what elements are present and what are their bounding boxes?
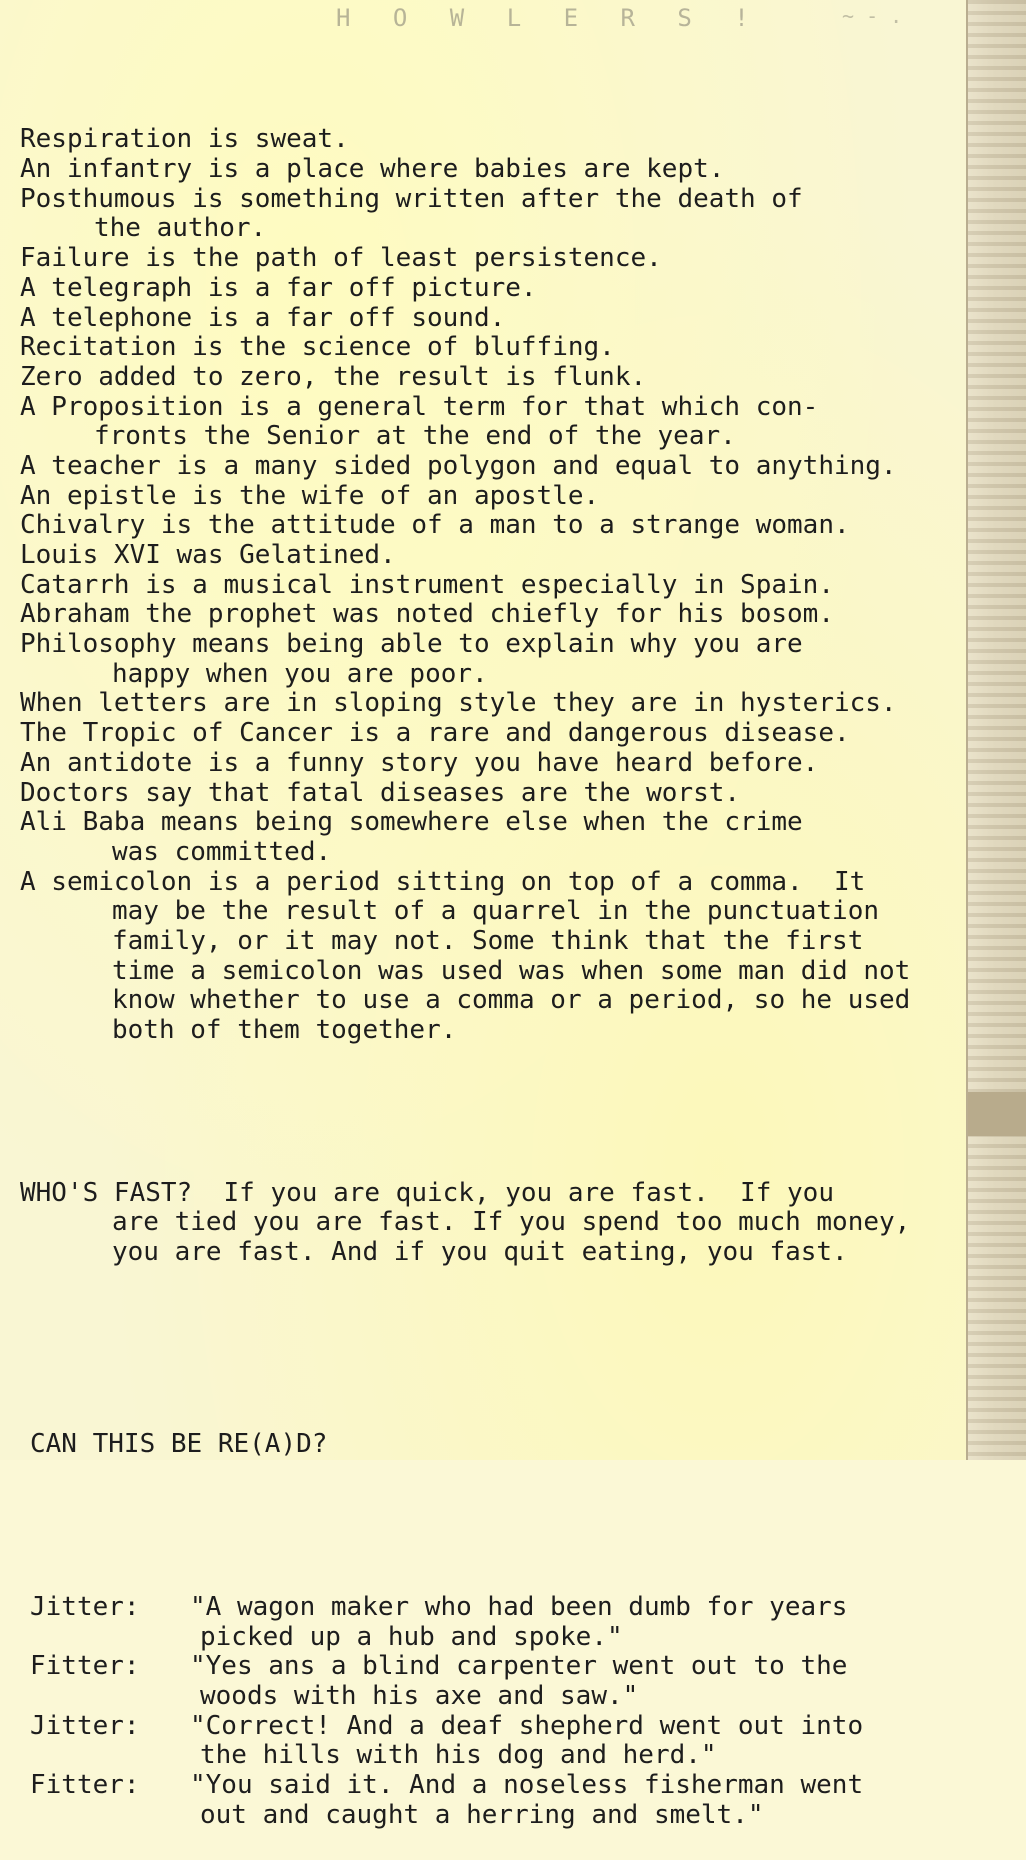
definition-line: the author. — [94, 213, 267, 244]
definition-item — [20, 600, 1010, 630]
definition-line: Recitation is the science of bluffing. — [20, 332, 615, 363]
definition-line: Zero added to zero, the result is flunk. — [20, 361, 647, 392]
definition-item — [20, 511, 1010, 541]
definition-line: Failure is the path of least persistence. — [20, 243, 662, 274]
definition-line: A telephone is a far off sound. — [20, 302, 506, 333]
definition-line: A teacher is a many sided polygon and equal to anything. — [20, 450, 897, 481]
speaker-name: Fitter: — [30, 1651, 140, 1682]
dialogue-text: "Yes ans a blind carpenter went out to the — [190, 1651, 848, 1682]
definition-line: family, or it may not. Some think that the first — [112, 925, 864, 956]
dialogue-section — [20, 1593, 1010, 1831]
definition-line: An infantry is a place where babies are kept. — [20, 154, 725, 185]
dialogue-text: "You said it. And a noseless fisherman went — [190, 1770, 864, 1801]
definition-item — [20, 274, 1010, 304]
corner-mark: ~ - . — [842, 4, 903, 28]
definition-line: An antidote is a funny story you have heard before. — [20, 747, 819, 778]
dialogue-entry — [30, 1593, 1010, 1652]
dialogue-text: "A wagon maker who had been dumb for years — [190, 1591, 848, 1622]
definition-item — [20, 155, 1010, 185]
definition-line: An epistle is the wife of an apostle. — [20, 480, 600, 511]
dialogue-line — [30, 1771, 1010, 1801]
definition-item — [20, 541, 1010, 571]
definition-line: A semicolon is a period sitting on top of a comma. It — [20, 866, 866, 897]
definition-item — [20, 452, 1010, 482]
dialogue-entry — [30, 1771, 1010, 1830]
document-body — [20, 66, 1010, 1860]
definition-item — [20, 244, 1010, 274]
page-title: H O W L E R S ! — [336, 4, 763, 32]
speaker-name: Jitter: — [30, 1710, 140, 1741]
definition-line: Chivalry is the attitude of a man to a strange woman. — [20, 510, 850, 541]
definition-line: was committed. — [112, 836, 332, 867]
dialogue-entry — [30, 1652, 1010, 1711]
definition-line: A telegraph is a far off picture. — [20, 272, 537, 303]
dialogue-text: "Correct! And a deaf shepherd went out into — [190, 1710, 864, 1741]
dialogue-line — [30, 1712, 1010, 1742]
whos-fast-section — [20, 1179, 1010, 1268]
dialogue-line — [30, 1593, 1010, 1623]
definition-item — [20, 571, 1010, 601]
definition-item — [20, 868, 1010, 1046]
speaker-name: Jitter: — [30, 1591, 140, 1622]
definition-line: The Tropic of Cancer is a rare and dangerous disease. — [20, 718, 850, 749]
whos-fast-line: WHO'S FAST? If you are quick, you are fast. If you — [20, 1177, 834, 1208]
speaker-name: Fitter: — [30, 1770, 140, 1801]
definition-line: When letters are in sloping style they are in hysterics. — [20, 688, 897, 719]
definition-line: fronts the Senior at the end of the year. — [94, 421, 736, 452]
whos-fast-line: are tied you are fast. If you spend too much money, — [112, 1207, 911, 1238]
definition-item — [20, 185, 1010, 244]
dialogue-text: the hills with his dog and herd." — [200, 1740, 717, 1771]
definition-item — [20, 393, 1010, 452]
definition-item — [20, 482, 1010, 512]
dialogue-line — [30, 1623, 1010, 1653]
whos-fast-line: you are fast. And if you quit eating, you fast. — [112, 1236, 848, 1267]
definition-line: Posthumous is something written after the death of — [20, 183, 803, 214]
definition-item — [20, 304, 1010, 334]
definition-line: happy when you are poor. — [112, 658, 488, 689]
definition-item — [20, 630, 1010, 689]
definition-line: know whether to use a comma or a period, so he used — [112, 985, 911, 1016]
definition-line: both of them together. — [112, 1015, 457, 1046]
definition-line: may be the result of a quarrel in the punctuation — [112, 896, 880, 927]
definition-item — [20, 719, 1010, 749]
dialogue-line — [30, 1682, 1010, 1712]
dialogue-line — [30, 1801, 1010, 1831]
definition-line: Ali Baba means being somewhere else when the crime — [20, 807, 803, 838]
definition-line: Respiration is sweat. — [20, 124, 349, 155]
dialogue-text: woods with his axe and saw." — [200, 1680, 639, 1711]
definition-line: time a semicolon was used was when some man did not — [112, 955, 911, 986]
definition-item — [20, 779, 1010, 809]
definition-item — [20, 363, 1010, 393]
definition-line: A Proposition is a general term for that which con- — [20, 391, 819, 422]
definition-item — [20, 808, 1010, 867]
dialogue-text: out and caught a herring and smelt." — [200, 1799, 764, 1830]
definition-line: Catarrh is a musical instrument especially in Spain. — [20, 569, 834, 600]
definition-line: Doctors say that fatal diseases are the worst. — [20, 777, 741, 808]
dialogue-text: picked up a hub and spoke." — [200, 1621, 623, 1652]
dialogue-line — [30, 1652, 1010, 1682]
definition-line: Abraham the prophet was noted chiefly for his bosom. — [20, 599, 834, 630]
definitions-list — [20, 125, 1010, 1045]
definition-line: Louis XVI was Gelatined. — [20, 540, 396, 571]
definition-item — [20, 333, 1010, 363]
dialogue-entry — [30, 1712, 1010, 1771]
definition-item — [20, 749, 1010, 779]
definition-item — [20, 125, 1010, 155]
definition-line: Philosophy means being able to explain why you are — [20, 629, 803, 660]
section-heading: CAN THIS BE RE(A)D? — [30, 1429, 328, 1460]
definition-item — [20, 689, 1010, 719]
dialogue-line — [30, 1741, 1010, 1771]
